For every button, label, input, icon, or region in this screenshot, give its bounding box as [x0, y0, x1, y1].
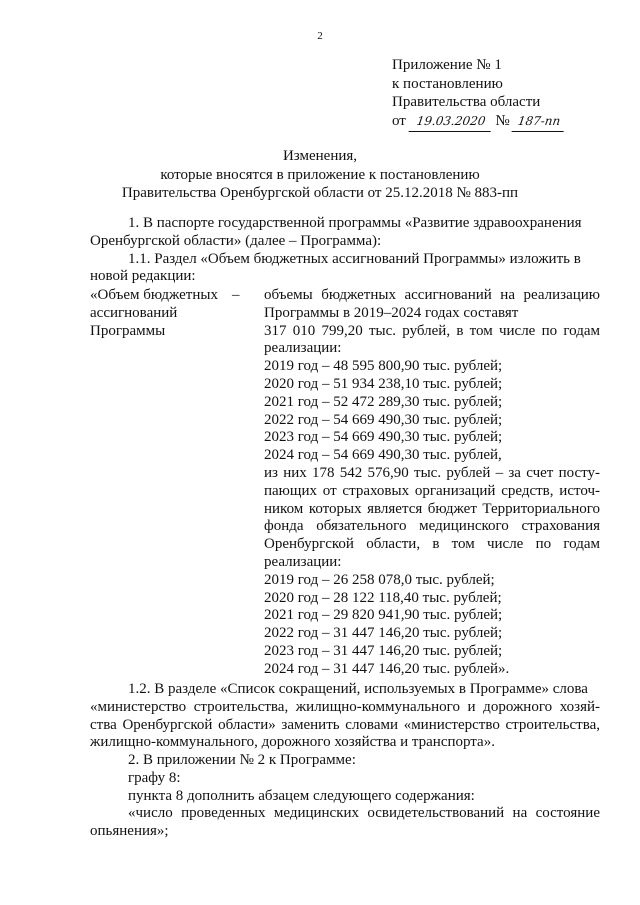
right-line: 2023 год – 54 669 490,30 тыс. рублей; [264, 429, 503, 446]
right-line: Программы в 2019–2024 годах составят [264, 304, 519, 321]
section-2-line-1: 2. В приложении № 2 к Программе: [128, 752, 356, 768]
handwritten-date: 19.03.2020 [408, 112, 493, 132]
from-label: от [392, 112, 406, 129]
appendix-header [392, 56, 565, 131]
right-line: 2024 год – 54 669 490,30 тыс. рублей, [264, 447, 502, 464]
right-line: 2023 год – 31 447 146,20 тыс. рублей; [264, 642, 503, 659]
appendix-date-line [392, 112, 565, 132]
right-line: 2020 год – 51 934 238,10 тыс. рублей; [264, 375, 503, 392]
section-2-line-2: графу 8: [128, 769, 181, 786]
paragraph-1-line-1: 1. В паспорте государственной программы «Развитие здравоохранения [128, 215, 582, 231]
handwritten-number: 187-пп [512, 112, 567, 132]
appendix-line-3: Правительства области [392, 94, 541, 110]
right-line: 2024 год – 31 447 146,20 тыс. рублей». [264, 660, 510, 677]
right-line: реализации: [264, 340, 342, 357]
appendix-line-2: к постановлению [392, 75, 503, 92]
right-line: 2021 год – 29 820 941,90 тыс. рублей; [264, 607, 503, 624]
section-1-2-line-3: ства Оренбургской области» заменить словами «министерство строительства, [90, 716, 600, 733]
paragraph-1-1-line-2: новой редакции: [90, 268, 196, 285]
right-line: 317 010 799,20 тыс. рублей, в том числе по годам [264, 322, 600, 339]
document-title [0, 147, 640, 203]
paragraph-1-1-line-1: 1.1. Раздел «Объем бюджетных ассигнований Программы» изложить в [128, 250, 581, 267]
page-number: 2 [317, 30, 323, 42]
table-dash: – [232, 287, 240, 303]
right-line: реализации: [264, 553, 342, 570]
right-line: из них 178 542 576,90 тыс. рублей – за счет посту- [264, 464, 600, 481]
right-line: фонда обязательного медицинского страхования [264, 518, 600, 535]
right-line: 2021 год – 52 472 289,30 тыс. рублей; [264, 393, 503, 410]
section-2 [90, 752, 600, 841]
paragraph-1-line-2: Оренбургской области» (далее – Программа): [90, 232, 382, 249]
right-line: Оренбургской области, в том числе по годам [264, 536, 600, 553]
right-line: 2019 год – 26 258 078,0 тыс. рублей; [264, 571, 495, 588]
right-line: 2019 год – 48 595 800,90 тыс. рублей; [264, 358, 503, 375]
appendix-line-1: Приложение № 1 [392, 57, 502, 73]
right-line: 2022 год – 54 669 490,30 тыс. рублей; [264, 411, 503, 428]
section-2-line-5: опьянения»; [90, 823, 169, 840]
right-line: объемы бюджетных ассигнований на реализацию [264, 287, 600, 303]
section-1-2 [90, 681, 600, 752]
section-1-2-line-1: 1.2. В разделе «Список сокращений, используемых в Программе» слова [128, 681, 588, 697]
section-1-2-line-4: жилищно-коммунального, дорожного хозяйства и транспорта». [90, 734, 495, 751]
table-right-cell [264, 287, 600, 679]
paragraph-1 [90, 215, 600, 286]
left-line-1: «Объем бюджетных [90, 287, 218, 303]
section-1-2-line-2: «министерство строительства, жилищно-коммунального и дорожного хозяй- [90, 698, 600, 715]
right-line: ником которых является бюджет Территориального [264, 500, 600, 517]
section-2-line-3: пункта 8 дополнить абзацем следующего содержания: [128, 787, 475, 804]
right-line: 2020 год – 28 122 118,40 тыс. рублей; [264, 589, 502, 606]
right-line: пающих от страховых организаций средств, источ- [264, 482, 600, 499]
title-line-2: которые вносятся в приложение к постановлению [160, 166, 480, 183]
title-line-1: Изменения, [282, 148, 358, 164]
title-line-3: Правительства Оренбургской области от 25.12.2018 № 883-пп [121, 185, 519, 201]
section-2-line-4: «число проведенных медицинских освидетельствований на состояние [128, 805, 600, 822]
number-label: № [495, 112, 510, 129]
left-line-3: Программы [90, 322, 166, 339]
left-line-2: ассигнований [90, 304, 178, 321]
table-left-cell [90, 287, 250, 340]
right-line: 2022 год – 31 447 146,20 тыс. рублей; [264, 625, 503, 642]
